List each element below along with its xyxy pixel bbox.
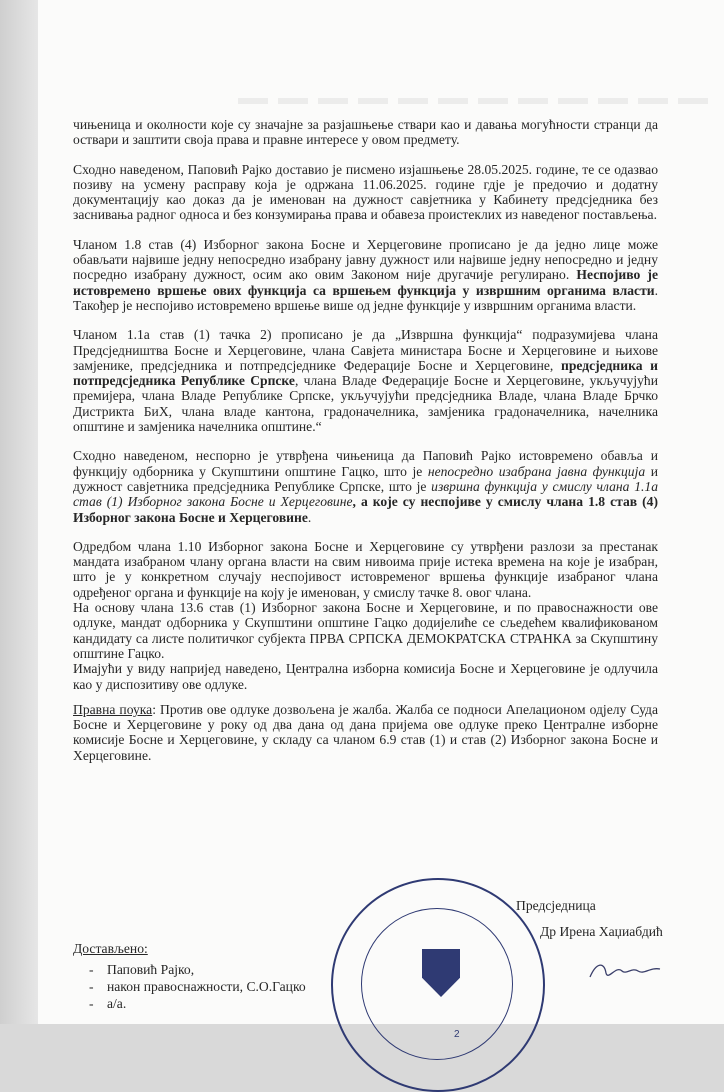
show-through-text: [238, 98, 708, 104]
paragraph-3-tail: , члана Владе Федерације Босне и Херцеговине, укључујући премијера, члана Владе Републике Српске, укључујући предсједника Владе, члана Владе Брчко Дистрикта БиХ, члана владе кантона, градоначелника, замјеника градоначелника, начелника општине и замјеника начелника општине.“: [73, 373, 658, 435]
legal-notice-text: : Против ове одлуке дозвољена је жалба. Жалба се подноси Апелационом одјелу Суда Босне и Херцеговине у року од два дана од дана пријема ове одлуке преко Централне изборне комисије Босне и Херцеговине, у складу са чланом 6.9 став (1) и став (2) Изборног закона Босне и Херцеговине.: [73, 701, 658, 763]
paragraph-1: Сходно наведеном, Паповић Рајко доставио је писмено изјашњење 28.05.2025. године, те се одазвао позиву на усмену расправу која је одржана 11.06.2025. године гдје је предочио и додатну документацију као доказ да је именован на дужност савјетника у Кабинету предсједника без заснивања радног односа и без конзумирања права и обавеза проистеклих из наведеног постављења.: [73, 161, 658, 223]
paragraph-4-bold: , а које су неспојиве у смислу члана 1.8 став (4) Изборног закона Босне и Херцеговине: [73, 494, 658, 525]
coat-of-arms-icon: [422, 949, 460, 997]
paragraph-4-text: Сходно наведеном, неспорно је утврђена чињеница да Паповић Рајко истовремено обавља и функцију одборника у Скупштини општине Гацко, што је: [73, 448, 658, 479]
list-item: - након правоснажности, С.О.Гацко: [89, 979, 306, 994]
paragraph-2: [73, 237, 658, 313]
legal-notice-label: Правна поука: [73, 701, 153, 717]
signer-name: Др Ирена Хаџиабдић: [540, 924, 663, 939]
paragraph-8: [73, 702, 658, 763]
paragraph-3: [73, 327, 658, 434]
signature-block: [516, 898, 663, 940]
delivered-heading: Достављено:: [73, 941, 148, 956]
delivered-item-0: Паповић Рајко,: [107, 962, 195, 977]
official-stamp: [331, 878, 545, 1092]
paragraph-3-text: Чланом 1.1а став (1) тачка 2) прописано је да „Извршна функција“ подразумијева члана Предсједништва Босне и Херцеговине, члана Савјета министара Босне и Херцеговине и њихове замјенике, предсједника и потпредсједнике Федерације Босне и Херцеговине,: [73, 327, 658, 373]
handwritten-signature: [586, 955, 666, 985]
paragraph-4-text-2: и дужност савјетника предсједника Републике Српске, што је: [73, 463, 658, 494]
paragraph-2-text: Чланом 1.8 став (4) Изборног закона Босне и Херцеговине прописано је да једно лице може обављати највише једну непосредно изабрану јавну дужност или највише једну непосредно и једну посредно изабрану дужност, осим ако овим Законом није другачије регулирано.: [73, 236, 658, 283]
list-item: - а/а.: [89, 996, 127, 1011]
paragraph-7: Имајући у виду напријед наведено, Централна изборна комисија Босне и Херцеговине је одлучила као у диспозитиву ове одлуке.: [73, 661, 658, 692]
list-item: - Паповић Рајко,: [89, 962, 195, 977]
paragraph-3-bold: предсједника и потпредсједника Републике Српске: [73, 357, 659, 389]
delivered-item-2: а/а.: [107, 996, 127, 1011]
document-page: [38, 0, 724, 1040]
paragraph-4-italic-1: непосредно изабрана јавна функција: [427, 463, 646, 479]
paragraph-6: На основу члана 13.6 став (1) Изборног закона Босне и Херцеговине, и по правоснажности ове одлуке, мандат одборника у Скупштини општине Гацко додијелиће се сљедећем квалификованом кандидату са листе политичког субјекта ПРВА СРПСКА ДЕМОКРАТСКА СТРАНКА за Скупштину општине Гацко.: [73, 600, 658, 661]
delivered-list: [73, 961, 306, 1012]
paragraph-4: [73, 448, 658, 524]
paragraph-5: Одредбом члана 1.10 Изборног закона Босне и Херцеговине су утврђени разлози за престанак мандата изабраном члану органа власти на свим нивоима прије истека времена на које је изабран, што је у конкретном случају неспојивост истовременог вршења функције изабраног члана одређеног органа и функције на коју је именован, у смислу тачке 8. овог члана.: [73, 538, 658, 600]
paragraph-intro: [73, 117, 658, 763]
delivered-to-block: [73, 940, 306, 1012]
paragraph-2-bold: Неспојиво је истовремено вршење ових функција са вршењем функција у извршним органима власти: [73, 267, 658, 298]
paragraph-4-italic-2: извршна функција у смислу члана 1.1а став (1) Изборног закона Босне и Херцеговине: [73, 478, 658, 510]
signer-title: Предсједница: [516, 898, 596, 913]
stamp-inner-ring: [361, 908, 513, 1060]
paragraph-0: чињеница и околности које су значајне за разјашњење ствари као и давања могућности странци да оствари и заштити своја права и правне интересе у овом предмету.: [73, 117, 658, 148]
stamp-number: 2: [454, 1029, 460, 1040]
paragraph-4-end: .: [307, 509, 312, 525]
page-shadow-edge: [0, 0, 38, 1024]
paragraph-2-tail: . Такођер је неспојиво истовремено вршење више од једне функције у извршним органима власти.: [73, 282, 658, 313]
delivered-item-1: након правоснажности, С.О.Гацко: [107, 979, 306, 994]
